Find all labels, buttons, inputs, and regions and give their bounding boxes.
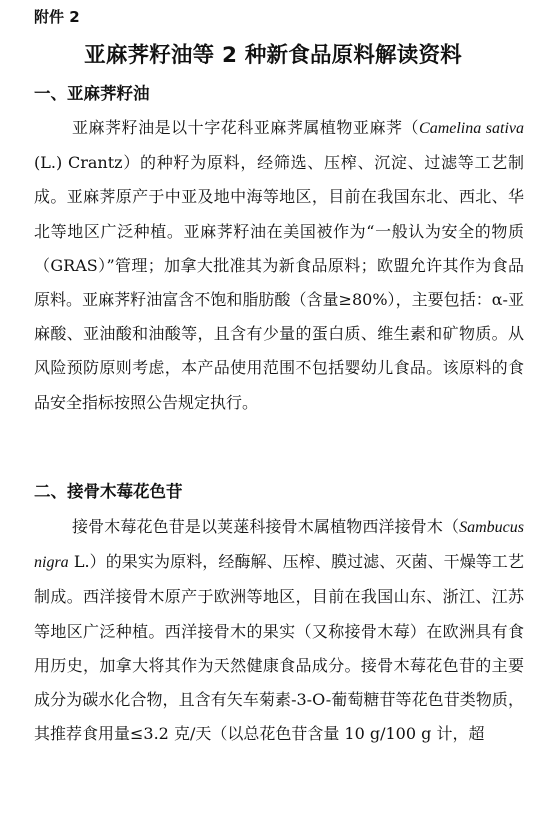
body-text: 接骨木莓花色苷是以荚蒾科接骨木属植物西洋接骨木（: [72, 517, 460, 536]
document-title: 亚麻荠籽油等 2 种新食品原料解读资料: [84, 43, 462, 68]
latin-name: Sambucus nigra: [34, 519, 524, 572]
section-heading-elderberry-anthocyanin: 二、接骨木莓花色苷: [34, 482, 183, 501]
section-body-elderberry-anthocyanin: [34, 510, 524, 751]
body-text: L.）的果实为原料，经酶解、压榨、膜过滤、灭菌、干燥等工艺制成。西洋接骨木原产于欧洲等地区，目前在我国山东、浙江、江苏等地区广泛种植。西洋接骨木的果实（又称接骨木莓）在欧洲具有食用历史，加拿大将其作为天然健康食品成分。接骨木莓花色苷的主要成分为碳水化合物，且含有矢车菊素-3-O-葡萄糖苷等花色苷类物质，其推荐食用量≤3.2 克/天（以总花色苷含量 10 g/100 g 计，超: [34, 552, 524, 744]
attachment-label: 附件 2: [34, 8, 80, 26]
latin-name: Camelina sativa: [419, 120, 524, 137]
section-heading-camelina-oil: 一、亚麻荠籽油: [34, 84, 150, 103]
section-body-camelina-oil: [34, 111, 524, 420]
body-text: 亚麻荠籽油是以十字花科亚麻荠属植物亚麻荠（: [72, 118, 420, 137]
body-text: (L.) Crantz）的种籽为原料，经筛选、压榨、沉淀、过滤等工艺制成。亚麻荠原产于中亚及地中海等地区，目前在我国东北、西北、华北等地区广泛种植。亚麻荠籽油在美国被作为“一般认为安全的物质（GRAS）”管理；加拿大批准其为新食品原料；欧盟允许其作为食品原料。亚麻荠籽油富含不饱和脂肪酸（含量≥80%），主要包括：α-亚麻酸、亚油酸和油酸等，且含有少量的蛋白质、维生素和矿物质。从风险预防原则考虑，本产品使用范围不包括婴幼儿食品。该原料的食品安全指标按照公告规定执行。: [34, 153, 524, 412]
